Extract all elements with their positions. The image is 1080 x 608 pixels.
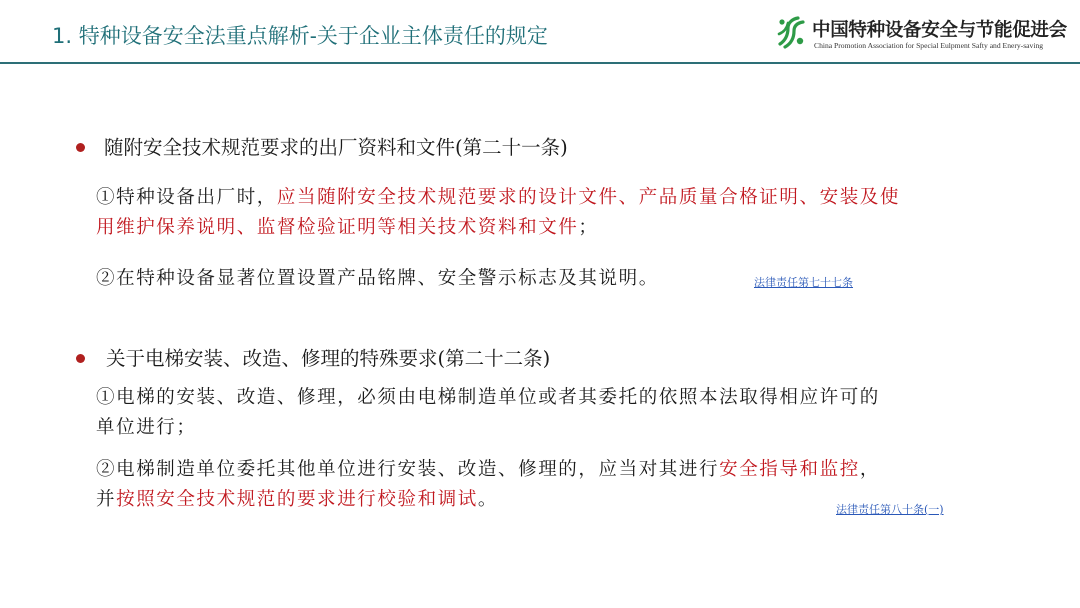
section2-item2-comma: ， (859, 459, 880, 480)
logo-english-name: China Promotion Association for Special Eulpment Safty and Enery-saving (814, 41, 1044, 50)
section2-item2-line2-lead: 并 (96, 489, 117, 510)
bullet-icon (76, 143, 85, 152)
section1-item1-emphasis-a: 应当随附安全技术规范要求的设计文件、产品质量合格证明、安装及使 (276, 187, 901, 208)
section2-heading-text: 关于电梯安装、改造、修理的特殊要求 (106, 347, 438, 370)
section2-item2-emphasis-2: 按照安全技术规范的要求进行校验和调试 (116, 489, 478, 510)
section1-heading (104, 132, 568, 160)
legal-liability-link-80[interactable]: 法律责任第八十条(一) (836, 503, 944, 516)
title-main: 1. 特种设备安全法重点解析 (52, 24, 310, 48)
section1-item1-emphasis-b: 用维护保养说明、监督检验证明等相关技术资料和文件 (96, 217, 579, 238)
section2-item1 (96, 383, 1026, 443)
logo-chinese-name: 中国特种设备安全与节能促进会 (812, 20, 1067, 41)
section1-item2-text: ②在特种设备显著位置设置产品铭牌、安全警示标志及其说明。 (96, 268, 659, 289)
section1-item2 (96, 264, 659, 294)
section2-heading (106, 343, 550, 371)
legal-liability-link-77[interactable]: 法律责任第七十七条 (754, 276, 853, 289)
header-divider (0, 62, 1080, 64)
association-logo (776, 14, 1076, 56)
section1-item1-lead: ①特种设备出厂时， (96, 187, 277, 208)
section2-item1-line1: ①电梯的安装、改造、修理，必须由电梯制造单位或者其委托的依照本法取得相应许可的 (96, 387, 880, 408)
section1-article: (第二十一条) (455, 136, 568, 159)
section2-item2-end: 。 (477, 489, 499, 510)
slide-title (52, 20, 548, 50)
section2-item1-line2: 单位进行； (96, 417, 197, 438)
section1-item1-tail: ； (578, 217, 599, 238)
section1-heading-text: 随附安全技术规范要求的出厂资料和文件 (104, 136, 456, 159)
slide-header (0, 0, 1080, 64)
section2-item2-lead: ②电梯制造单位委托其他单位进行安装、改造、修理的，应当对其进行 (96, 459, 720, 480)
association-logo-icon (776, 14, 806, 50)
bullet-icon (76, 354, 85, 363)
section2-item2-emphasis-1: 安全指导和监控 (719, 459, 860, 480)
section1-item1 (96, 183, 1026, 243)
section2-article: (第二十二条) (437, 347, 551, 370)
title-subtitle: -关于企业主体责任的规定 (309, 24, 548, 48)
